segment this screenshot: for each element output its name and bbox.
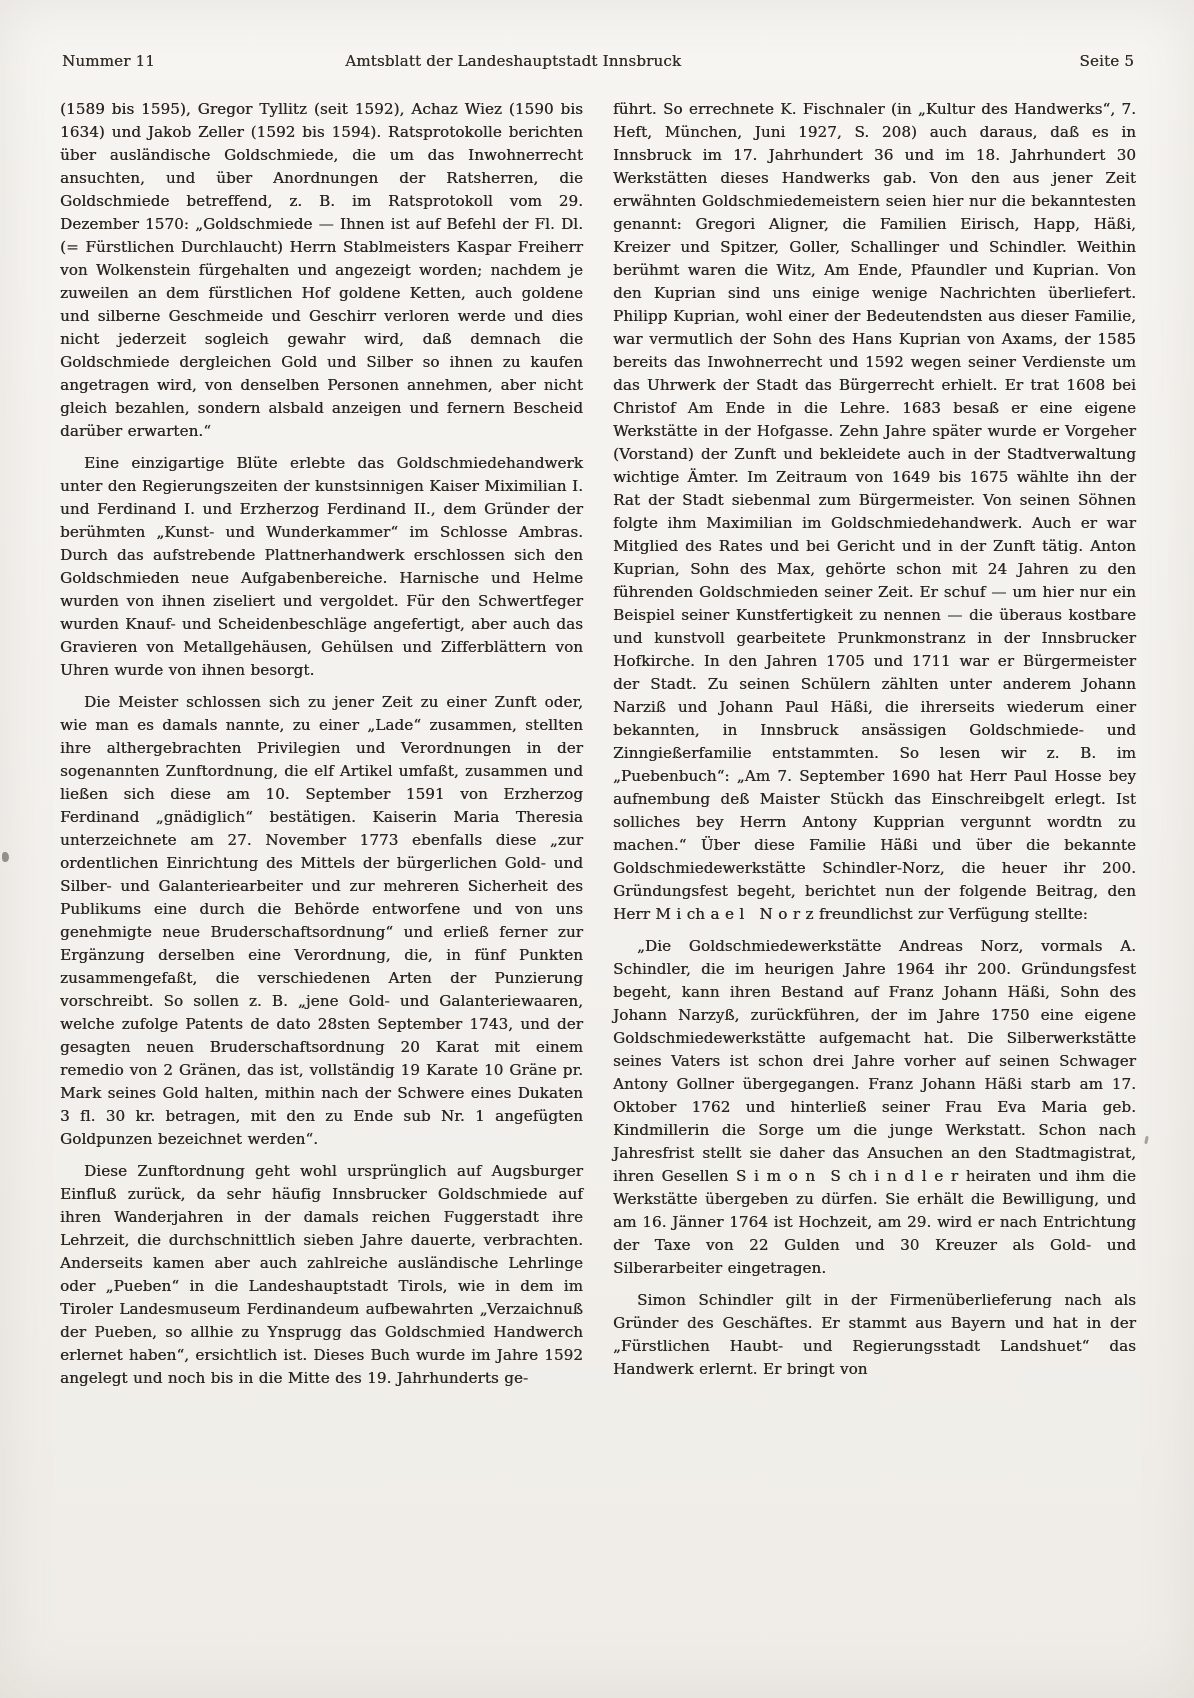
paragraph: Simon Schindler gilt in der Firmenüberlieferung nach als Gründer des Geschäftes. Er stammt aus Bayern und hat in der „Fürstlichen Haubt- und Regierungsstadt Landshuet“ das Handwerk erlernt. Er bringt von [613,1291,1136,1378]
paragraph: Diese Zunftordnung geht wohl ursprünglich auf Augsburger Einfluß zurück, da sehr häufig Innsbrucker Goldschmiede auf ihren Wanderjahren in der damals reichen Fuggerstadt ihre Lehrzeit, die durchschnittlich sieben Jahre dauerte, verbrachten. Anderseits kamen aber auch zahlreiche ausländische Lehrlinge oder „Pueben“ in die Landeshauptstadt Tirols, wie in dem im Tiroler Landesmuseum Ferdinandeum aufbewahrten „Verzaichnuß der Pueben, so allhie zu Ynsprugg das Goldschmied Handwerch erlernet haben“, ersichtlich ist. Dieses Buch wurde im Jahre 1592 angelegt und noch bis in die Mitte des 19. Jahrhunderts ge- [60,1162,583,1387]
issue-number: Nummer 11 [62,52,155,70]
paragraph: (1589 bis 1595), Gregor Tyllitz (seit 1592), Achaz Wiez (1590 bis 1634) und Jakob Zeller (1592 bis 1594). Ratsprotokolle berichten über ausländische Goldschmiede, die um das Inwohnerrecht ansuchten, und über Anordnungen der Ratsherren, die Goldschmiede betreffend, z. B. im Ratsprotokoll vom 29. Dezember 1570: „Goldschmiede — Ihnen ist auf Befehl der Fl. Dl. (= Fürstlichen Durchlaucht) Herrn Stablmeisters Kaspar Freiherr von Wolkenstein fürgehalten und angezeigt worden; nachdem je zuweilen an dem fürstlichen Hof goldene Ketten, auch goldene und silberne Geschmeide und Geschirr verloren werde und dies nicht jederzeit sogleich gewahr wird, daß demnach die Goldschmiede dergleichen Gold und Silber so ihnen zu kaufen angetragen wird, von denselben Personen annehmen, aber nicht gleich bezahlen, sondern alsbald anzeigen und fernern Bescheid darüber erwarten.“ [60,100,583,440]
right-column [613,98,1136,1399]
masthead [60,52,1136,70]
paragraph: „Die Goldschmiedewerkstätte Andreas Norz, vormals A. Schindler, die im heurigen Jahre 1964 ihr 200. Gründungsfest begeht, kann ihren Bestand auf Franz Johann Häßi, Sohn des Johann Narzyß, zurückführen, der im Jahre 1750 eine eigene Goldschmiedewerkstätte aufgemacht hat. Die Silberwerkstätte seines Vaters ist schon drei Jahre vorher auf seinen Schwager Antony Gollner übergegangen. Franz Johann Häßi starb am 17. Oktober 1762 und hinterließ seiner Frau Eva Maria geb. Kindmillerin die Sorge um die junge Werkstatt. Schon nach Jahresfrist stellt sie daher das Ansuchen an den Stadtmagistrat, ihren Gesellen S i m o n S ch i n d l e r heiraten und ihm die Werkstätte übergeben zu dürfen. Sie erhält die Bewilligung, und am 16. Jänner 1764 ist Hochzeit, am 29. wird er nach Entrichtung der Taxe von 22 Gulden und 30 Kreuzer als Gold- und Silberarbeiter eingetragen. [613,937,1136,1277]
newspaper-title: Amtsblatt der Landeshauptstadt Innsbruck [345,52,682,70]
left-column [60,98,583,1399]
paragraph: Eine einzigartige Blüte erlebte das Goldschmiedehandwerk unter den Regierungszeiten der kunstsinnigen Kaiser Miximilian I. und Ferdinand I. und Erzherzog Ferdinand II., dem Gründer der berühmten „Kunst- und Wunderkammer“ im Schlosse Ambras. Durch das aufstrebende Plattnerhandwerk erschlossen sich den Goldschmieden neue Aufgabenbereiche. Harnische und Helme wurden von ihnen ziseliert und vergoldet. Für den Schwertfeger wurden Knauf- und Scheidenbeschläge angefertigt, aber auch das Gravieren von Metallgehäusen, Gehülsen und Zifferblättern von Uhren wurde von ihnen besorgt. [60,454,583,679]
text-columns [60,98,1136,1399]
page-number: Seite 5 [1079,52,1134,70]
paragraph: führt. So errechnete K. Fischnaler (in „Kultur des Handwerks“, 7. Heft, München, Juni 1927, S. 208) auch daraus, daß es in Innsbruck im 17. Jahrhundert 36 und im 18. Jahrhundert 30 Werkstätten dieses Handwerks gab. Von den aus jener Zeit erwähnten Goldschmiedemeistern seien hier nur die bekanntesten genannt: Gregori Aligner, die Familien Eirisch, Happ, Häßi, Kreizer und Spitzer, Goller, Schallinger und Schindler. Weithin berühmt waren die Witz, Am Ende, Pfaundler und Kuprian. Von den Kuprian sind uns einige wenige Nachrichten überliefert. Philipp Kuprian, wohl einer der Bedeutendsten aus dieser Familie, war vermutlich der Sohn des Hans Kuprian von Axams, der 1585 bereits das Inwohnerrecht und 1592 wegen seiner Verdienste um das Uhrwerk der Stadt das Bürgerrecht erhielt. Er trat 1608 bei Christof Am Ende in die Lehre. 1683 besaß er eine eigene Werkstätte in der Hofgasse. Zehn Jahre später wurde er Vorgeher (Vorstand) der Zunft und bekleidete auch in der Stadtverwaltung wichtige Ämter. Im Zeitraum von 1649 bis 1675 wählte ihn der Rat der Stadt siebenmal zum Bürgermeister. Von seinen Söhnen folgte ihm Maximilian im Goldschmiedehandwerk. Auch er war Mitglied des Rates und bei Gericht und in der Zunft tätig. Anton Kuprian, Sohn des Max, gehörte schon mit 24 Jahren zu den führenden Goldschmieden seiner Zeit. Er schuf — um hier nur ein Beispiel seiner Kunstfertigkeit zu nennen — die überaus kostbare und kunstvoll gearbeitete Prunkmonstranz in der Innsbrucker Hofkirche. In den Jahren 1705 und 1711 war er Bürgermeister der Stadt. Zu seinen Schülern zählten unter anderem Johann Narziß und Johann Paul Häßi, die ihrerseits wiederum einer bekannten, in Innsbruck ansässigen Goldschmiede- und Zinngießerfamilie entstammten. So lesen wir z. B. im „Puebenbuch“: „Am 7. September 1690 hat Herr Paul Hosse bey aufnembung deß Maister Stückh das Einschreibgelt erlegt. Ist solliches bey Herrn Antony Kupprian vergunnt wordtn zu machen.“ Über diese Familie Häßi und über die bekannte Goldschmiedewerkstätte Schindler-Norz, die heuer ihr 200. Gründungsfest begeht, berichtet nun der folgende Beitrag, den Herr M i ch a e l N o r z freundlichst zur Verfügung stellte: [613,100,1136,923]
paragraph: Die Meister schlossen sich zu jener Zeit zu einer Zunft oder, wie man es damals nannte, zu einer „Lade“ zusammen, stellten ihre althergebrachten Privilegien und Verordnungen in der sogenannten Zunftordnung, die elf Artikel umfaßt, zusammen und ließen sich diese am 10. September 1591 von Erzherzog Ferdinand „gnädiglich“ bestätigen. Kaiserin Maria Theresia unterzeichnete am 27. November 1773 ebenfalls diese „zur ordentlichen Einrichtung des Mittels der bürgerlichen Gold- und Silber- und Galanteriearbeiter und zur mehreren Sicherheit des Publikums eine durch die Behörde entworfene und von uns genehmigte neue Bruderschaftsordnung“ und erließ ferner zur Ergänzung derselben eine Verordnung, die, in fünf Punkten zusammengefaßt, die verschiedenen Arten der Punzierung vorschreibt. So sollen z. B. „jene Gold- und Galanteriewaaren, welche zufolge Patents de dato 28sten September 1743, und der gesagten neuen Bruderschaftsordnung 20 Karat mit einem remedio von 2 Gränen, das ist, vollständig 19 Karate 10 Gräne pr. Mark seines Gold halten, mithin nach der Schwere eines Dukaten 3 fl. 30 kr. betragen, mit den zu Ende sub Nr. 1 angefügten Goldpunzen bezeichnet werden“. [60,693,583,1148]
